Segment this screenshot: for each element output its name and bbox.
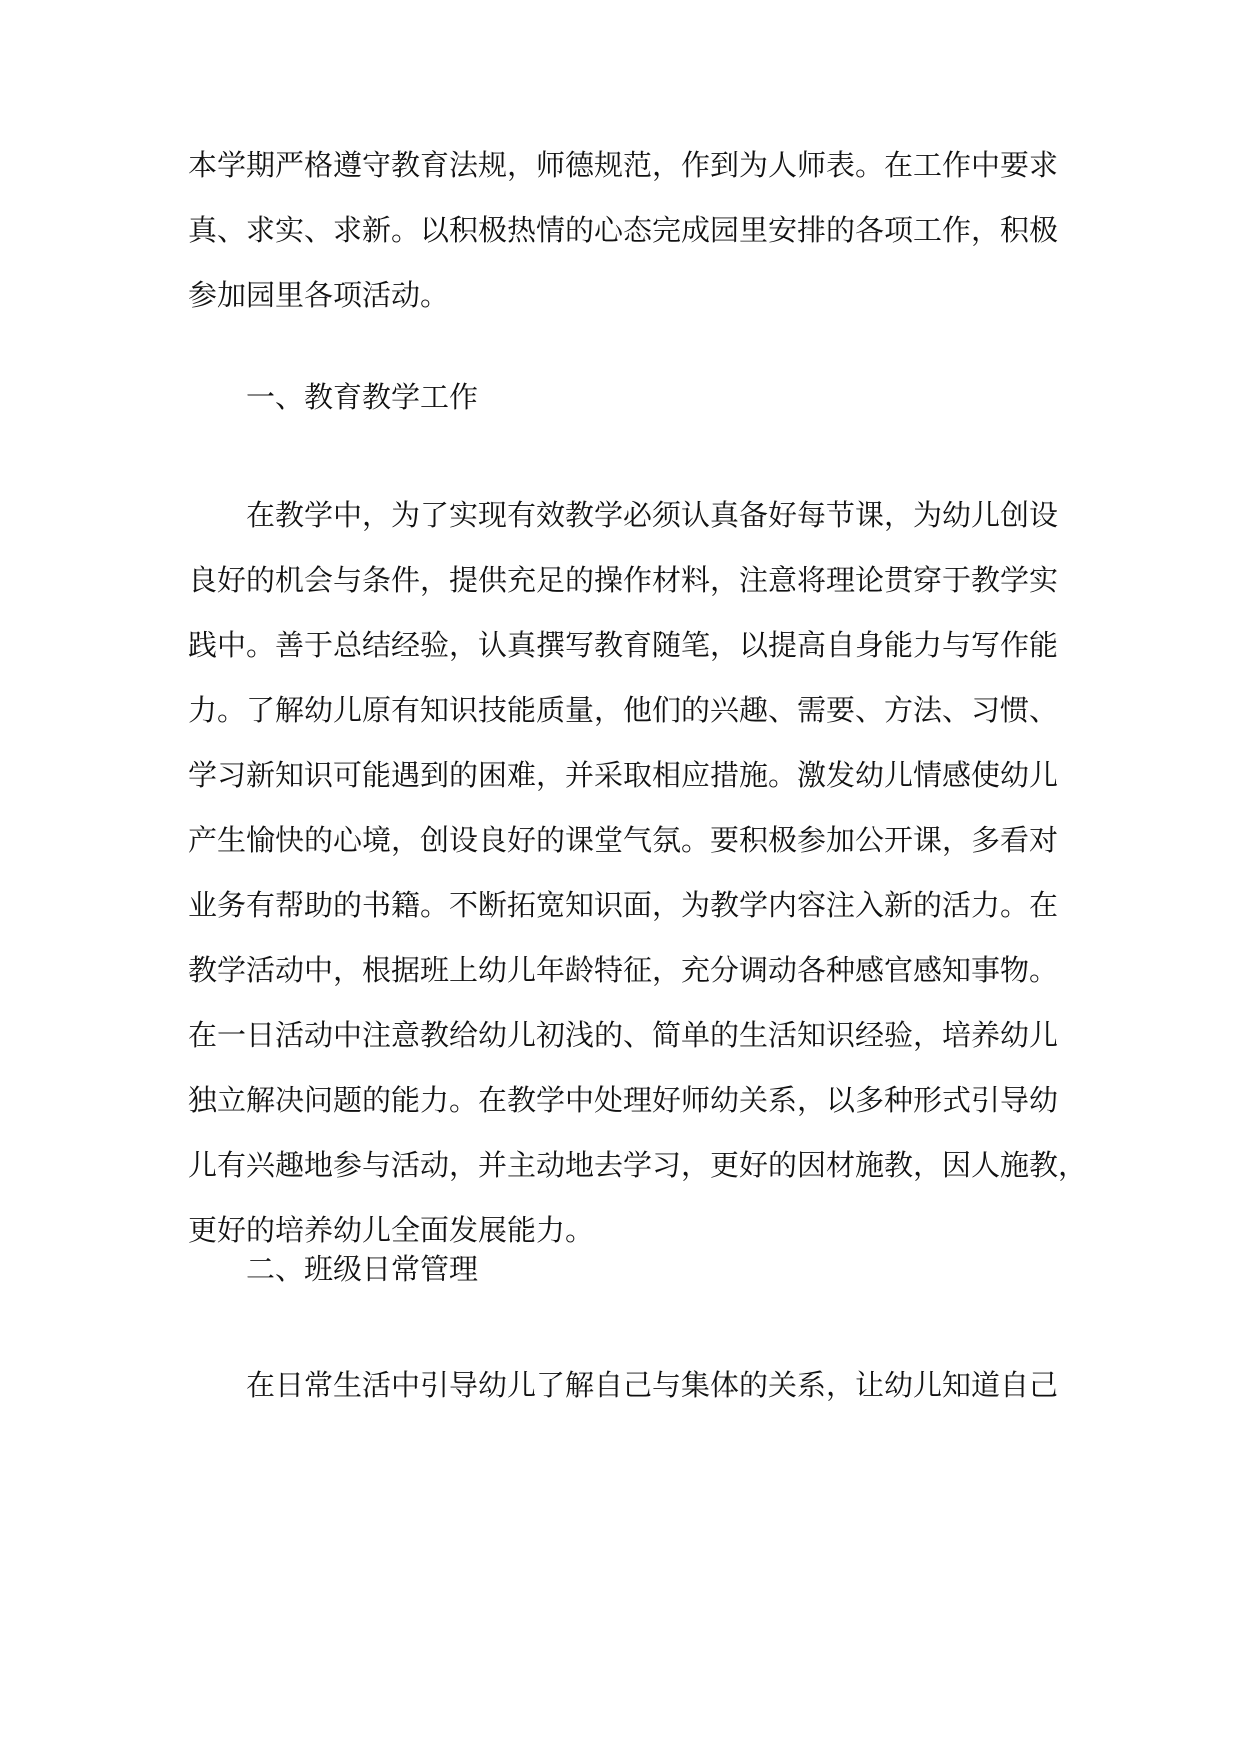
paragraph-line: 真、求实、求新。以积极热情的心态完成园里安排的各项工作，积极 <box>188 213 1059 247</box>
section-heading-2 <box>188 1237 1068 1302</box>
paragraph-line: 践中。善于总结经验，认真撰写教育随笔，以提高自身能力与写作能 <box>188 628 1059 662</box>
section-1-paragraph <box>188 483 1088 1263</box>
intro-paragraph <box>188 133 1068 328</box>
paragraph-line: 儿有兴趣地参与活动，并主动地去学习，更好的因材施教，因人施教， <box>188 1148 1088 1182</box>
paragraph-line: 力。了解幼儿原有知识技能质量，他们的兴趣、需要、方法、习惯、 <box>188 693 1059 727</box>
paragraph-line: 良好的机会与条件，提供充足的操作材料，注意将理论贯穿于教学实 <box>188 563 1059 597</box>
paragraph-line: 在一日活动中注意教给幼儿初浅的、简单的生活知识经验，培养幼儿 <box>188 1018 1059 1052</box>
paragraph-line: 业务有帮助的书籍。不断拓宽知识面，为教学内容注入新的活力。在 <box>188 888 1059 922</box>
paragraph-line: 学习新知识可能遇到的困难，并采取相应措施。激发幼儿情感使幼儿 <box>188 758 1059 792</box>
paragraph-line: 在教学中，为了实现有效教学必须认真备好每节课，为幼儿创设 <box>246 498 1059 532</box>
document-page <box>188 0 1088 1754</box>
paragraph-line: 在日常生活中引导幼儿了解自己与集体的关系，让幼儿知道自己 <box>246 1368 1059 1402</box>
paragraph-line: 参加园里各项活动。 <box>188 278 450 312</box>
section-2-paragraph <box>188 1353 1068 1418</box>
section-heading: 二、班级日常管理 <box>246 1252 479 1286</box>
paragraph-line: 独立解决问题的能力。在教学中处理好师幼关系，以多种形式引导幼 <box>188 1083 1059 1117</box>
paragraph-line: 更好的培养幼儿全面发展能力。 <box>188 1213 595 1247</box>
section-heading: 一、教育教学工作 <box>246 380 479 414</box>
paragraph-line: 本学期严格遵守教育法规，师德规范，作到为人师表。在工作中要求 <box>188 148 1059 182</box>
paragraph-line: 教学活动中，根据班上幼儿年龄特征，充分调动各种感官感知事物。 <box>188 953 1059 987</box>
paragraph-line: 产生愉快的心境，创设良好的课堂气氛。要积极参加公开课，多看对 <box>188 823 1059 857</box>
section-heading-1 <box>188 365 1068 430</box>
